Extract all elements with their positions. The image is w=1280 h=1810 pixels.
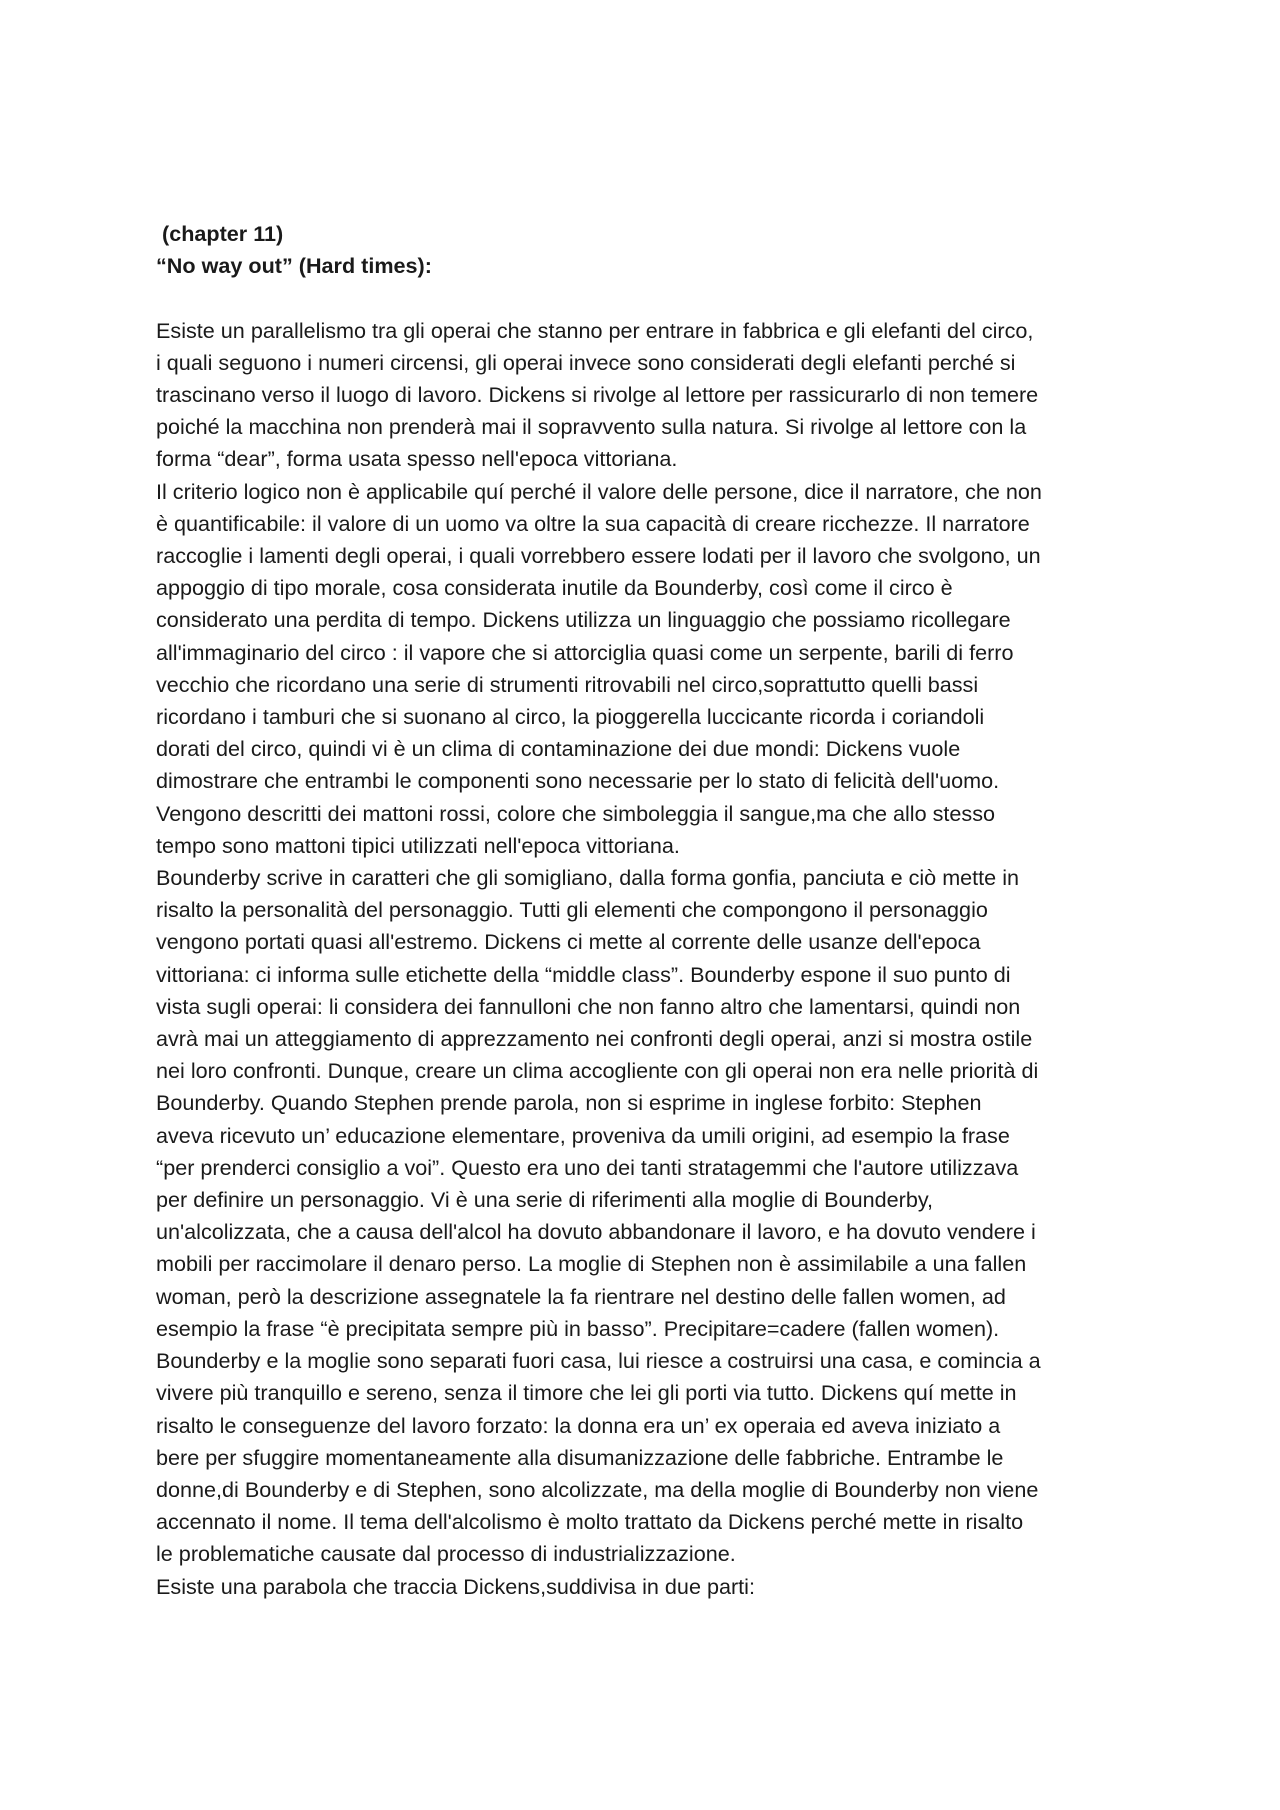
text-line: vecchio che ricordano una serie di strumenti ritrovabili nel circo,soprattutto quelli bassi (156, 671, 979, 697)
text-line: Esiste un parallelismo tra gli operai che stanno per entrare in fabbrica e gli elefanti del circo, (156, 317, 1034, 343)
text-line: donne,di Bounderby e di Stephen, sono alcolizzate, ma della moglie di Bounderby non viene (156, 1476, 1039, 1502)
text-line: vengono portati quasi all'estremo. Dickens ci mette al corrente delle usanze dell'epoca (156, 929, 981, 955)
text-line: “per prenderci consiglio a voi”. Questo era uno dei tanti stratagemmi che l'autore utilizzava (156, 1154, 1019, 1180)
text-line: bere per sfuggire momentaneamente alla disumanizzazione delle fabbriche. Entrambe le (156, 1444, 1004, 1470)
text-line: risalto le conseguenze del lavoro forzato: la donna era un’ ex operaia ed aveva iniziato a (156, 1412, 1001, 1438)
text-line: i quali seguono i numeri circensi, gli operai invece sono considerati degli elefanti perché si (156, 349, 1016, 375)
text-line: trascinano verso il luogo di lavoro. Dickens si rivolge al lettore per rassicurarlo di non temere (156, 382, 1039, 407)
text-line: Bounderby e la moglie sono separati fuori casa, lui riesce a costruirsi una casa, e comincia a (156, 1348, 1041, 1374)
text-line: woman, però la descrizione assegnatele la fa rientrare nel destino delle fallen women, ad (156, 1283, 1006, 1309)
text-line: le problematiche causate dal processo di industrializzazione. (156, 1541, 736, 1567)
text-line: nei loro confronti. Dunque, creare un clima accogliente con gli operai non era nelle priorità di (156, 1058, 1039, 1084)
text-line: aveva ricevuto un’ educazione elementare, proveniva da umili origini, ad esempio la frase (156, 1122, 1010, 1148)
text-line: forma “dear”, forma usata spesso nell'epoca vittoriana. (156, 446, 678, 472)
text-line: risalto la personalità del personaggio. Tutti gli elementi che compongono il personaggio (156, 897, 988, 923)
text-line: accennato il nome. Il tema dell'alcolismo è molto trattato da Dickens perché mette in risalto (156, 1509, 1024, 1535)
chapter-heading: (chapter 11) (162, 221, 284, 246)
text-line: tempo sono mattoni tipici utilizzati nell'epoca vittoriana. (156, 832, 680, 858)
text-line: un'alcolizzata, che a causa dell'alcol ha dovuto abbandonare il lavoro, e ha dovuto vendere i (156, 1219, 1036, 1245)
text-line: esempio la frase “è precipitata sempre più in basso”. Precipitare=cadere (fallen women). (156, 1315, 1000, 1341)
text-line: Il criterio logico non è applicabile quí perché il valore delle persone, dice il narratore, che non (156, 478, 1042, 504)
text-line: Bounderby. Quando Stephen prende parola, non si esprime in inglese forbito: Stephen (156, 1090, 982, 1116)
text-line: Vengono descritti dei mattoni rossi, colore che simboleggia il sangue,ma che allo stesso (156, 800, 996, 826)
text-line: Bounderby scrive in caratteri che gli somigliano, dalla forma gonfia, panciuta e ciò mette in (156, 865, 1020, 891)
text-line: dorati del circo, quindi vi è un clima di contaminazione dei due mondi: Dickens vuole (156, 736, 961, 762)
text-line: vivere più tranquillo e sereno, senza il timore che lei gli porti via tutto. Dickens quí mette in (156, 1380, 1017, 1406)
text-line: avrà mai un atteggiamento di apprezzamento nei confronti degli operai, anzi si mostra ostile (156, 1026, 1033, 1052)
text-line: Esiste una parabola che traccia Dickens,suddivisa in due parti: (156, 1573, 755, 1599)
text-line: appoggio di tipo morale, cosa considerata inutile da Bounderby, così come il circo è (156, 575, 953, 601)
text-line: considerato una perdita di tempo. Dickens utilizza un linguaggio che possiamo ricollegare (156, 607, 1011, 633)
text-line: vista sugli operai: li considera dei fannulloni che non fanno altro che lamentarsi, quindi non (156, 993, 1021, 1019)
text-line: mobili per raccimolare il denaro perso. La moglie di Stephen non è assimilabile a una fallen (156, 1251, 1027, 1277)
text-line: ricordano i tamburi che si suonano al circo, la pioggerella luccicante ricorda i coriandoli (156, 704, 985, 730)
text-line: raccoglie i lamenti degli operai, i quali vorrebbero essere lodati per il lavoro che svolgono, un (156, 543, 1041, 569)
text-line: è quantificabile: il valore di un uomo va oltre la sua capacità di creare ricchezze. Il narratore (156, 510, 1030, 536)
text-line: poiché la macchina non prenderà mai il sopravvento sulla natura. Si rivolge al lettore con la (156, 414, 1027, 440)
title-heading: “No way out” (Hard times): (156, 253, 432, 279)
text-line: all'immaginario del circo : il vapore che si attorciglia quasi come un serpente, barili di ferro (156, 639, 1014, 665)
text-line: dimostrare che entrambi le componenti sono necessarie per lo stato di felicità dell'uomo. (156, 768, 1000, 794)
text-line: per definire un personaggio. Vi è una serie di riferimenti alla moglie di Bounderby, (156, 1187, 934, 1213)
document-body (156, 218, 1136, 1603)
blank-line (156, 282, 1136, 314)
text-line: vittoriana: ci informa sulle etichette della “middle class”. Bounderby espone il suo punto di (156, 961, 1011, 987)
